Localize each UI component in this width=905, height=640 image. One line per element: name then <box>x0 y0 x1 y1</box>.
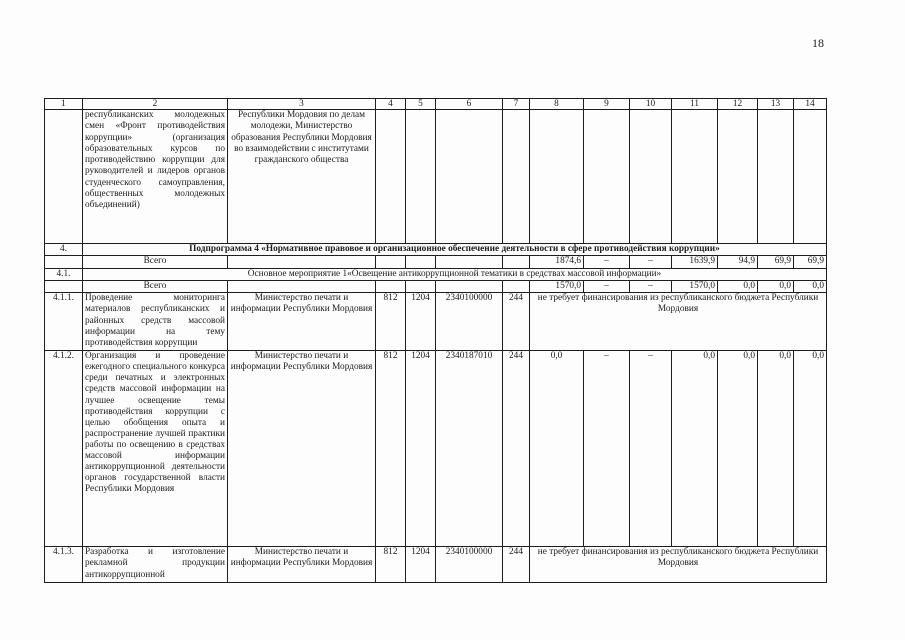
value-cell: 0,0 <box>794 351 827 547</box>
table-row <box>45 351 827 547</box>
code-cell: 244 <box>503 293 530 351</box>
total-value: 94,9 <box>718 256 758 268</box>
subprogram-row <box>45 244 827 256</box>
header-col-13: 13 <box>758 99 794 110</box>
total-label: Всего <box>83 280 228 292</box>
row-number: 4.1.1. <box>45 293 83 351</box>
executor-cell: Республики Мордовия по делам молодежи, Министерство образования Республики Мордовия во взаимодействии с институтами гражданского общества <box>228 110 376 244</box>
header-col-11: 11 <box>672 99 718 110</box>
total-value: 1570,0 <box>672 280 718 292</box>
value-cell: – <box>630 351 672 547</box>
total-value: 1874,6 <box>530 256 584 268</box>
total-value: – <box>630 280 672 292</box>
executor-cell: Министерство печати и информации Республики Мордовия <box>228 293 376 351</box>
value-cell: 0,0 <box>672 351 718 547</box>
total-value: 0,0 <box>718 280 758 292</box>
subprogram-total-row <box>45 256 827 268</box>
code-cell: 812 <box>376 293 406 351</box>
header-col-8: 8 <box>530 99 584 110</box>
code-cell: 1204 <box>406 351 436 547</box>
subprogram-title: Подпрограмма 4 «Нормативное правовое и организационное обеспечение деятельности в сфере противодействия коррупции» <box>83 244 827 256</box>
header-col-9: 9 <box>584 99 630 110</box>
code-cell: 2340100000 <box>436 293 503 351</box>
header-col-3: 3 <box>228 99 376 110</box>
value-cell: 0,0 <box>530 351 584 547</box>
table-row <box>45 293 827 351</box>
page-number: 18 <box>812 36 824 50</box>
total-value: – <box>630 256 672 268</box>
total-label: Всего <box>83 256 228 268</box>
header-col-4: 4 <box>376 99 406 110</box>
financing-note: не требует финансирования из республиканского бюджета Республики Мордовия <box>530 293 827 351</box>
total-value: 0,0 <box>758 280 794 292</box>
event-name-cell: Проведение мониторинга материалов республиканских и районных средств массовой информации на тему противодействия коррупции <box>83 293 228 351</box>
header-col-7: 7 <box>503 99 530 110</box>
header-row <box>45 99 827 110</box>
main-event-total-row <box>45 280 827 292</box>
header-col-2: 2 <box>83 99 228 110</box>
total-value: 1570,0 <box>530 280 584 292</box>
event-name-cell: республиканских молодежных смен «Фронт противодействия коррупции» (организация образовательных курсов по противодействию коррупции для руководителей и лидеров органов студенческого самоуправления, общественных молодежных объединений) <box>83 110 228 244</box>
total-value: – <box>584 280 630 292</box>
code-cell: 1204 <box>406 293 436 351</box>
table-row <box>45 547 827 583</box>
executor-cell: Министерство печати и информации Республики Мордовия <box>228 547 376 583</box>
event-name-cell: Разработка и изготовление рекламной продукции антикоррупционной <box>83 547 228 583</box>
total-value: 69,9 <box>758 256 794 268</box>
header-col-1: 1 <box>45 99 83 110</box>
row-number: 4.1.2. <box>45 351 83 547</box>
row-number: 4.1.3. <box>45 547 83 583</box>
value-cell: – <box>584 351 630 547</box>
code-cell: 812 <box>376 351 406 547</box>
code-cell: 244 <box>503 547 530 583</box>
budget-table <box>44 98 827 583</box>
value-cell: 0,0 <box>718 351 758 547</box>
main-event-row <box>45 268 827 280</box>
code-cell: 812 <box>376 547 406 583</box>
header-col-6: 6 <box>436 99 503 110</box>
total-value: 0,0 <box>794 280 827 292</box>
total-value: 69,9 <box>794 256 827 268</box>
subprogram-number: 4. <box>45 244 83 256</box>
header-col-14: 14 <box>794 99 827 110</box>
financing-note: не требует финансирования из республиканского бюджета Республики Мордовия <box>530 547 827 583</box>
total-value: – <box>584 256 630 268</box>
value-cell: 0,0 <box>758 351 794 547</box>
continuation-row <box>45 110 827 244</box>
executor-cell: Министерство печати и информации Республики Мордовия <box>228 351 376 547</box>
main-event-number: 4.1. <box>45 268 83 280</box>
code-cell: 1204 <box>406 547 436 583</box>
header-col-10: 10 <box>630 99 672 110</box>
code-cell: 244 <box>503 351 530 547</box>
code-cell: 2340187010 <box>436 351 503 547</box>
header-col-5: 5 <box>406 99 436 110</box>
total-value: 1639,9 <box>672 256 718 268</box>
main-event-title: Основное мероприятие 1«Освещение антикоррупционной тематики в средствах массовой информации» <box>83 268 827 280</box>
code-cell: 2340100000 <box>436 547 503 583</box>
event-name-cell: Организация и проведение ежегодного специального конкурса среди печатных и электронных средств массовой информации на лучшее освещение темы противодействия коррупции с целью обобщения опыта и распространение лучшей практики работы по освещению в средствах массовой информации антикоррупционной деятельности органов государственной власти Республики Мордовия <box>83 351 228 547</box>
header-col-12: 12 <box>718 99 758 110</box>
